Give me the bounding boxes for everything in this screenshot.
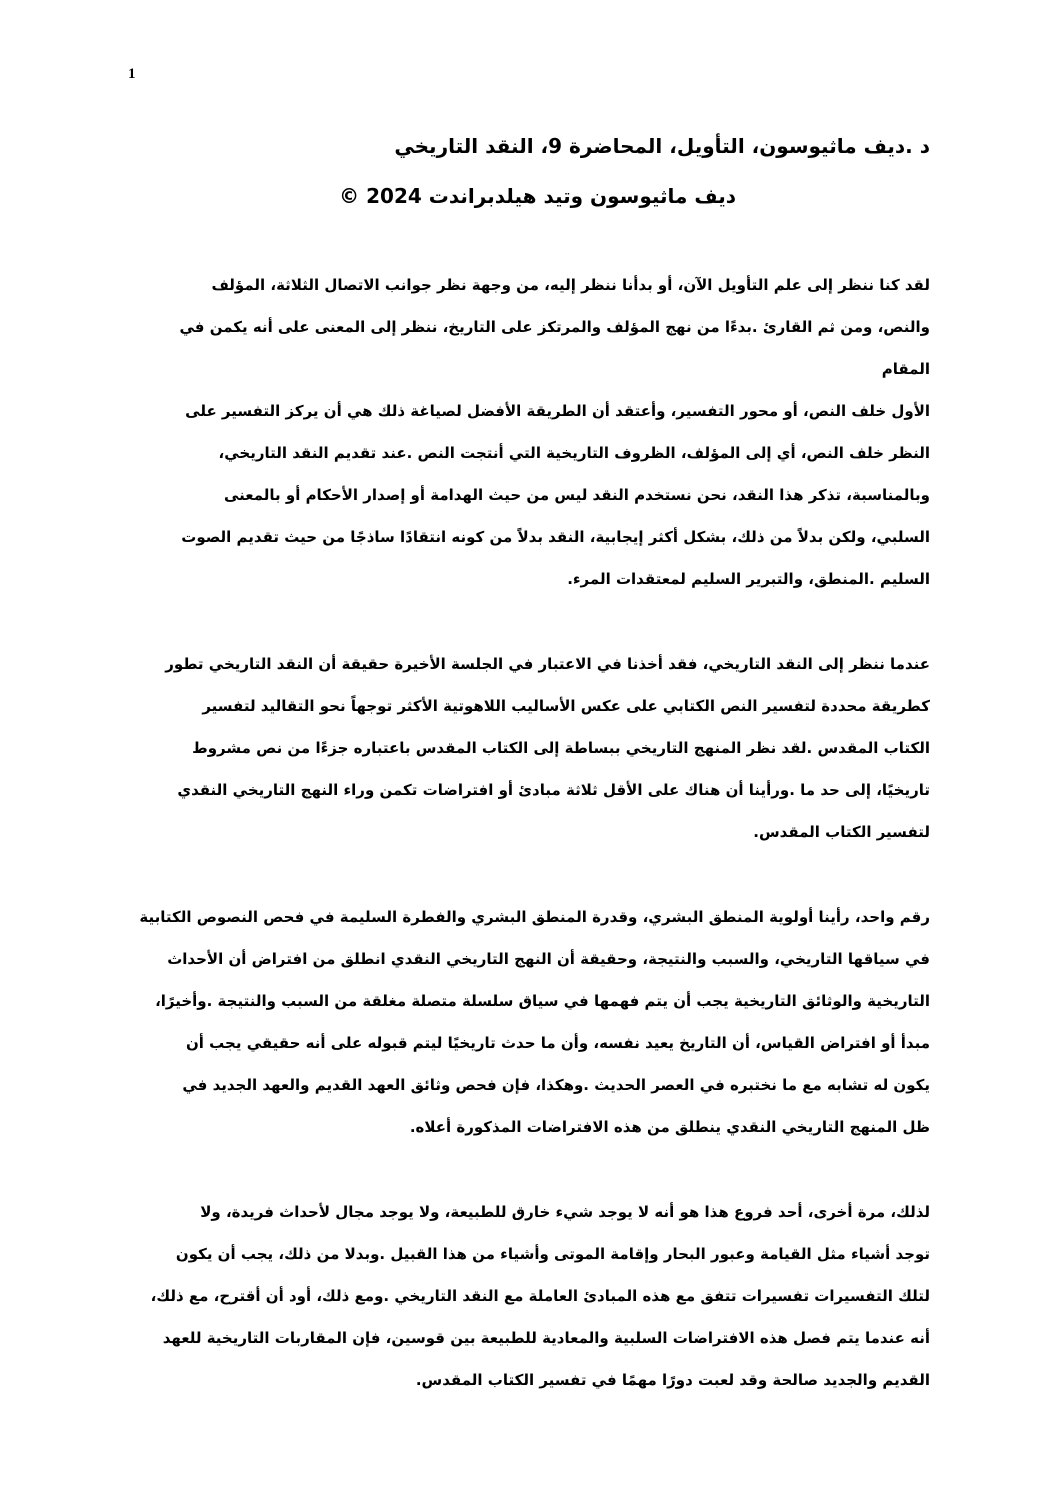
text-line: لتلك التفسيرات تفسيرات تتفق مع هذه المبادئ العاملة مع النقد التاريخي .ومع ذلك، أود أن أقترح، مع ذلك، [150,1287,930,1305]
text-line: وبالمناسبة، تذكر هذا النقد، نحن نستخدم النقد ليس من حيث الهدامة أو إصدار الأحكام أو بالمعنى [223,486,930,504]
text-line: يكون له تشابه مع ما نختبره في العصر الحديث .وهكذا، فإن فحص وثائق العهد القديم والعهد الجديد في [182,1076,930,1094]
text-line: عندما ننظر إلى النقد التاريخي، فقد أخذنا في الاعتبار في الجلسة الأخيرة حقيقة أن النقد التاريخي تطور [165,655,930,673]
paragraph-3 [128,896,930,1148]
page-number: 1 [128,66,136,82]
text-line: تاريخيًا، إلى حد ما .ورأينا أن هناك على الأقل ثلاثة مبادئ أو افتراضات تكمن وراء النهج التاريخي النقدي [177,781,930,799]
text-line: لتفسير الكتاب المقدس. [753,823,930,841]
text-line: ظل المنهج التاريخي النقدي ينطلق من هذه الافتراضات المذكورة أعلاه. [409,1118,930,1136]
text-line: لقد كنا ننظر إلى علم التأويل الآن، أو بدأنا ننظر إليه، من وجهة نظر جوانب الاتصال الثلاثة، المؤلف [211,276,930,294]
text-line: الكتاب المقدس .لقد نظر المنهج التاريخي ببساطة إلى الكتاب المقدس باعتباره جزءًا من نص مشروط [192,739,930,757]
text-line: القديم والجديد صالحة وقد لعبت دورًا مهمًا في تفسير الكتاب المقدس. [415,1371,930,1389]
text-line: أنه عندما يتم فصل هذه الافتراضات السلبية والمعادية للطبيعة بين قوسين، فإن المقاربات التاريخية للعهد [162,1329,930,1347]
document-title: د .ديف ماثيوسون، التأويل، المحاضرة 9، النقد التاريخي [394,134,930,158]
text-line: التاريخية والوثائق التاريخية يجب أن يتم فهمها في سياق سلسلة متصلة مغلقة من السبب والنتيجة .وأخيرًا، [155,992,930,1010]
document-header [128,130,930,212]
paragraph-1 [128,264,930,600]
text-line: النظر خلف النص، أي إلى المؤلف، الظروف التاريخية التي أنتجت النص .عند تقديم النقد التاريخي، [218,444,930,462]
text-line: في سياقها التاريخي، والسبب والنتيجة، وحقيقة أن النهج التاريخي النقدي انطلق من افتراض أن الأحداث [167,950,930,968]
text-line: مبدأ أو افتراض القياس، أن التاريخ يعيد نفسه، وأن ما حدث تاريخيًا ليتم قبوله على أنه حقيقي يجب أن [185,1034,930,1052]
text-line: توجد أشياء مثل القيامة وعبور البحار وإقامة الموتى وأشياء من هذا القبيل .وبدلا من ذلك، يجب أن يكون [175,1245,930,1263]
paragraph-2 [128,643,930,853]
text-line: السليم .المنطق، والتبرير السليم لمعتقدات المرء. [567,570,930,588]
paragraph-4 [128,1191,930,1401]
document-subtitle: ديف ماثيوسون وتيد هيلدبراندت 2024 © [339,184,736,208]
text-line: كطريقة محددة لتفسير النص الكتابي على عكس الأساليب اللاهوتية الأكثر توجهاً نحو التقاليد لتفسير [202,697,930,715]
text-line: الأول خلف النص، أو محور التفسير، وأعتقد أن الطريقة الأفضل لصياغة ذلك هي أن يركز التفسير على [185,402,930,420]
document-body [128,264,930,1444]
text-line: لذلك، مرة أخرى، أحد فروع هذا هو أنه لا يوجد شيء خارق للطبيعة، ولا يوجد مجال لأحداث فريدة، ولا [200,1203,930,1221]
text-line: رقم واحد، رأينا أولوية المنطق البشري، وقدرة المنطق البشري والفطرة السليمة في فحص النصوص الكتابية [139,908,930,926]
text-line: والنص، ومن ثم القارئ .بدءًا من نهج المؤلف والمرتكز على التاريخ، ننظر إلى المعنى على أنه يكمن في المقام [179,318,930,378]
text-line: السلبي، ولكن بدلاً من ذلك، بشكل أكثر إيجابية، النقد بدلاً من كونه انتقادًا ساذجًا من حيث تقديم الصوت [181,528,930,546]
